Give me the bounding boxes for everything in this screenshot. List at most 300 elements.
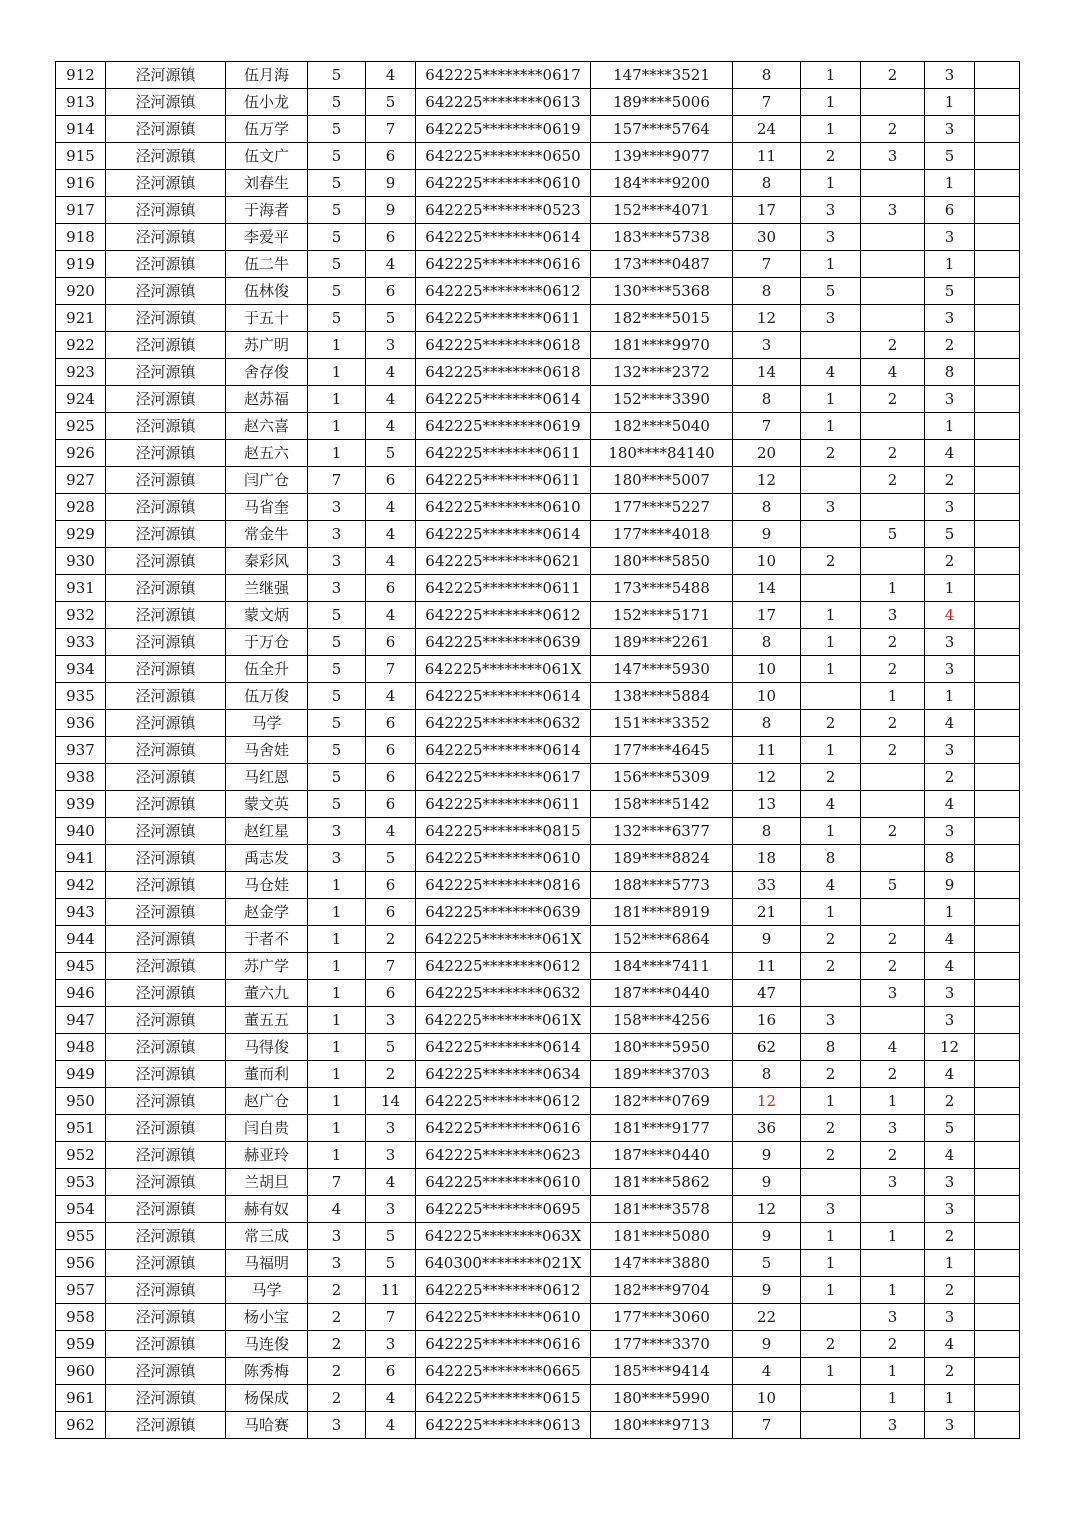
- value-b-cell: 1: [801, 386, 861, 413]
- value-b-cell: 1: [801, 1250, 861, 1277]
- row-number-cell: 953: [56, 1169, 106, 1196]
- table-row: [56, 1061, 1020, 1088]
- total-cell: 2: [925, 548, 975, 575]
- town-cell: 泾河源镇: [106, 521, 226, 548]
- total-cell: 4: [925, 710, 975, 737]
- id-number-cell: 642225********0613: [416, 89, 591, 116]
- value-b-cell: 2: [801, 764, 861, 791]
- row-number-cell: 936: [56, 710, 106, 737]
- value-a-cell: 12: [733, 305, 801, 332]
- household-size-cell: 3: [366, 1196, 416, 1223]
- note-cell: [975, 116, 1020, 143]
- value-c-cell: 2: [861, 818, 925, 845]
- household-size-cell: 6: [366, 737, 416, 764]
- value-a-cell: 47: [733, 980, 801, 1007]
- note-cell: [975, 1223, 1020, 1250]
- id-number-cell: 642225********0665: [416, 1358, 591, 1385]
- name-cell: 常金牛: [226, 521, 308, 548]
- table-row: [56, 251, 1020, 278]
- household-size-cell: 4: [366, 494, 416, 521]
- id-number-cell: 642225********0612: [416, 953, 591, 980]
- value-a-cell: 12: [733, 1196, 801, 1223]
- id-number-cell: 642225********0614: [416, 1034, 591, 1061]
- value-c-cell: 1: [861, 1385, 925, 1412]
- household-size-cell: 4: [366, 1385, 416, 1412]
- value-c-cell: 3: [861, 1412, 925, 1439]
- group-cell: 1: [308, 332, 366, 359]
- town-cell: 泾河源镇: [106, 1385, 226, 1412]
- value-c-cell: [861, 548, 925, 575]
- name-cell: 马福明: [226, 1250, 308, 1277]
- id-number-cell: 642225********063X: [416, 1223, 591, 1250]
- value-b-cell: [801, 1304, 861, 1331]
- town-cell: 泾河源镇: [106, 1223, 226, 1250]
- value-c-cell: [861, 224, 925, 251]
- table-row: [56, 332, 1020, 359]
- value-c-cell: [861, 845, 925, 872]
- town-cell: 泾河源镇: [106, 602, 226, 629]
- table-row: [56, 386, 1020, 413]
- household-size-cell: 2: [366, 926, 416, 953]
- total-cell: 3: [925, 1304, 975, 1331]
- household-size-cell: 5: [366, 1034, 416, 1061]
- group-cell: 5: [308, 656, 366, 683]
- value-b-cell: 1: [801, 602, 861, 629]
- table-row: [56, 548, 1020, 575]
- note-cell: [975, 467, 1020, 494]
- row-number-cell: 925: [56, 413, 106, 440]
- row-number-cell: 934: [56, 656, 106, 683]
- phone-cell: 180****5850: [591, 548, 733, 575]
- table-row: [56, 791, 1020, 818]
- name-cell: 刘春生: [226, 170, 308, 197]
- household-size-cell: 6: [366, 899, 416, 926]
- total-cell: 1: [925, 575, 975, 602]
- group-cell: 1: [308, 926, 366, 953]
- value-b-cell: 2: [801, 1331, 861, 1358]
- phone-cell: 158****4256: [591, 1007, 733, 1034]
- row-number-cell: 950: [56, 1088, 106, 1115]
- value-c-cell: 3: [861, 197, 925, 224]
- row-number-cell: 940: [56, 818, 106, 845]
- row-number-cell: 947: [56, 1007, 106, 1034]
- value-b-cell: 1: [801, 1223, 861, 1250]
- value-b-cell: 3: [801, 1196, 861, 1223]
- row-number-cell: 928: [56, 494, 106, 521]
- value-a-cell: 62: [733, 1034, 801, 1061]
- row-number-cell: 961: [56, 1385, 106, 1412]
- table-row: [56, 872, 1020, 899]
- note-cell: [975, 1250, 1020, 1277]
- value-c-cell: 2: [861, 467, 925, 494]
- value-c-cell: [861, 791, 925, 818]
- id-number-cell: 642225********0639: [416, 899, 591, 926]
- note-cell: [975, 737, 1020, 764]
- table-row: [56, 197, 1020, 224]
- name-cell: 马省奎: [226, 494, 308, 521]
- value-c-cell: 2: [861, 629, 925, 656]
- note-cell: [975, 710, 1020, 737]
- note-cell: [975, 1034, 1020, 1061]
- value-b-cell: 1: [801, 629, 861, 656]
- group-cell: 3: [308, 1223, 366, 1250]
- note-cell: [975, 602, 1020, 629]
- town-cell: 泾河源镇: [106, 710, 226, 737]
- id-number-cell: 640300********021X: [416, 1250, 591, 1277]
- row-number-cell: 913: [56, 89, 106, 116]
- household-size-cell: 4: [366, 1412, 416, 1439]
- phone-cell: 177****5227: [591, 494, 733, 521]
- phone-cell: 180****5007: [591, 467, 733, 494]
- town-cell: 泾河源镇: [106, 251, 226, 278]
- id-number-cell: 642225********061X: [416, 926, 591, 953]
- value-c-cell: 3: [861, 143, 925, 170]
- town-cell: 泾河源镇: [106, 1277, 226, 1304]
- value-a-cell: 11: [733, 953, 801, 980]
- household-size-cell: 4: [366, 413, 416, 440]
- total-cell: 4: [925, 1331, 975, 1358]
- note-cell: [975, 143, 1020, 170]
- household-size-cell: 4: [366, 251, 416, 278]
- value-c-cell: 3: [861, 602, 925, 629]
- value-a-cell: 12: [733, 764, 801, 791]
- group-cell: 3: [308, 548, 366, 575]
- id-number-cell: 642225********0611: [416, 440, 591, 467]
- total-cell: 3: [925, 305, 975, 332]
- value-a-cell: 13: [733, 791, 801, 818]
- row-number-cell: 926: [56, 440, 106, 467]
- household-size-cell: 3: [366, 1331, 416, 1358]
- table-row: [56, 62, 1020, 89]
- row-number-cell: 919: [56, 251, 106, 278]
- note-cell: [975, 1331, 1020, 1358]
- town-cell: 泾河源镇: [106, 1169, 226, 1196]
- row-number-cell: 923: [56, 359, 106, 386]
- total-cell: 5: [925, 278, 975, 305]
- value-a-cell: 7: [733, 1412, 801, 1439]
- group-cell: 5: [308, 143, 366, 170]
- table-row: [56, 899, 1020, 926]
- table-row: [56, 89, 1020, 116]
- value-b-cell: 2: [801, 1142, 861, 1169]
- total-cell: 3: [925, 494, 975, 521]
- household-size-cell: 4: [366, 359, 416, 386]
- row-number-cell: 957: [56, 1277, 106, 1304]
- value-b-cell: 2: [801, 1061, 861, 1088]
- value-a-cell: 7: [733, 413, 801, 440]
- row-number-cell: 949: [56, 1061, 106, 1088]
- name-cell: 伍小龙: [226, 89, 308, 116]
- row-number-cell: 962: [56, 1412, 106, 1439]
- id-number-cell: 642225********0610: [416, 1304, 591, 1331]
- total-cell: 8: [925, 359, 975, 386]
- value-b-cell: 2: [801, 926, 861, 953]
- name-cell: 伍万俊: [226, 683, 308, 710]
- id-number-cell: 642225********0611: [416, 791, 591, 818]
- note-cell: [975, 521, 1020, 548]
- value-b-cell: 3: [801, 1007, 861, 1034]
- phone-cell: 189****5006: [591, 89, 733, 116]
- value-c-cell: [861, 170, 925, 197]
- household-size-cell: 7: [366, 1304, 416, 1331]
- town-cell: 泾河源镇: [106, 1412, 226, 1439]
- id-number-cell: 642225********0621: [416, 548, 591, 575]
- id-number-cell: 642225********0616: [416, 1115, 591, 1142]
- note-cell: [975, 1088, 1020, 1115]
- value-a-cell: 8: [733, 818, 801, 845]
- phone-cell: 138****5884: [591, 683, 733, 710]
- row-number-cell: 956: [56, 1250, 106, 1277]
- value-c-cell: 3: [861, 1169, 925, 1196]
- name-cell: 禹志发: [226, 845, 308, 872]
- value-b-cell: 1: [801, 170, 861, 197]
- value-b-cell: 2: [801, 1115, 861, 1142]
- group-cell: 5: [308, 764, 366, 791]
- table-body: [56, 62, 1020, 1439]
- group-cell: 5: [308, 251, 366, 278]
- table-row: [56, 494, 1020, 521]
- total-cell: 3: [925, 1196, 975, 1223]
- total-cell: 3: [925, 818, 975, 845]
- name-cell: 马舍娃: [226, 737, 308, 764]
- group-cell: 5: [308, 737, 366, 764]
- value-a-cell: 24: [733, 116, 801, 143]
- id-number-cell: 642225********0610: [416, 494, 591, 521]
- id-number-cell: 642225********0632: [416, 980, 591, 1007]
- value-a-cell: 10: [733, 548, 801, 575]
- value-b-cell: 3: [801, 197, 861, 224]
- name-cell: 赵广仓: [226, 1088, 308, 1115]
- value-b-cell: 3: [801, 494, 861, 521]
- group-cell: 3: [308, 494, 366, 521]
- row-number-cell: 930: [56, 548, 106, 575]
- note-cell: [975, 1196, 1020, 1223]
- total-cell: 1: [925, 170, 975, 197]
- phone-cell: 184****9200: [591, 170, 733, 197]
- phone-cell: 152****6864: [591, 926, 733, 953]
- note-cell: [975, 1304, 1020, 1331]
- town-cell: 泾河源镇: [106, 1115, 226, 1142]
- value-b-cell: 1: [801, 251, 861, 278]
- value-c-cell: 1: [861, 1223, 925, 1250]
- value-b-cell: 1: [801, 1088, 861, 1115]
- value-a-cell: 9: [733, 521, 801, 548]
- value-a-cell: 9: [733, 1169, 801, 1196]
- phone-cell: 185****9414: [591, 1358, 733, 1385]
- row-number-cell: 944: [56, 926, 106, 953]
- town-cell: 泾河源镇: [106, 872, 226, 899]
- household-size-cell: 14: [366, 1088, 416, 1115]
- total-cell: 3: [925, 62, 975, 89]
- row-number-cell: 945: [56, 953, 106, 980]
- town-cell: 泾河源镇: [106, 1304, 226, 1331]
- town-cell: 泾河源镇: [106, 1358, 226, 1385]
- value-a-cell: 22: [733, 1304, 801, 1331]
- total-cell: 3: [925, 737, 975, 764]
- town-cell: 泾河源镇: [106, 62, 226, 89]
- group-cell: 1: [308, 359, 366, 386]
- total-cell: 3: [925, 980, 975, 1007]
- value-c-cell: [861, 1007, 925, 1034]
- name-cell: 苏广学: [226, 953, 308, 980]
- group-cell: 5: [308, 197, 366, 224]
- town-cell: 泾河源镇: [106, 1088, 226, 1115]
- value-b-cell: 4: [801, 359, 861, 386]
- value-c-cell: 3: [861, 1115, 925, 1142]
- total-cell: 5: [925, 1115, 975, 1142]
- value-a-cell: 30: [733, 224, 801, 251]
- value-a-cell: 10: [733, 656, 801, 683]
- row-number-cell: 935: [56, 683, 106, 710]
- phone-cell: 152****4071: [591, 197, 733, 224]
- town-cell: 泾河源镇: [106, 764, 226, 791]
- value-b-cell: 8: [801, 845, 861, 872]
- phone-cell: 173****0487: [591, 251, 733, 278]
- id-number-cell: 642225********0610: [416, 845, 591, 872]
- name-cell: 于万仓: [226, 629, 308, 656]
- value-c-cell: [861, 1196, 925, 1223]
- value-b-cell: 1: [801, 737, 861, 764]
- phone-cell: 139****9077: [591, 143, 733, 170]
- phone-cell: 157****5764: [591, 116, 733, 143]
- row-number-cell: 954: [56, 1196, 106, 1223]
- note-cell: [975, 845, 1020, 872]
- row-number-cell: 958: [56, 1304, 106, 1331]
- id-number-cell: 642225********0619: [416, 413, 591, 440]
- value-c-cell: 2: [861, 440, 925, 467]
- group-cell: 1: [308, 872, 366, 899]
- note-cell: [975, 413, 1020, 440]
- group-cell: 1: [308, 1034, 366, 1061]
- value-c-cell: 1: [861, 1088, 925, 1115]
- table-row: [56, 1358, 1020, 1385]
- town-cell: 泾河源镇: [106, 386, 226, 413]
- table-row: [56, 1007, 1020, 1034]
- note-cell: [975, 1169, 1020, 1196]
- note-cell: [975, 278, 1020, 305]
- name-cell: 马得俊: [226, 1034, 308, 1061]
- group-cell: 5: [308, 62, 366, 89]
- total-cell: 2: [925, 1223, 975, 1250]
- group-cell: 3: [308, 1412, 366, 1439]
- phone-cell: 187****0440: [591, 980, 733, 1007]
- phone-cell: 181****8919: [591, 899, 733, 926]
- phone-cell: 177****3060: [591, 1304, 733, 1331]
- group-cell: 5: [308, 683, 366, 710]
- table-row: [56, 1142, 1020, 1169]
- row-number-cell: 943: [56, 899, 106, 926]
- value-b-cell: 1: [801, 899, 861, 926]
- household-size-cell: 6: [366, 710, 416, 737]
- name-cell: 于者不: [226, 926, 308, 953]
- note-cell: [975, 440, 1020, 467]
- note-cell: [975, 305, 1020, 332]
- group-cell: 3: [308, 818, 366, 845]
- note-cell: [975, 980, 1020, 1007]
- name-cell: 伍万学: [226, 116, 308, 143]
- table-row: [56, 737, 1020, 764]
- value-c-cell: [861, 764, 925, 791]
- table-row: [56, 1088, 1020, 1115]
- table-row: [56, 602, 1020, 629]
- table-row: [56, 818, 1020, 845]
- household-size-cell: 4: [366, 1169, 416, 1196]
- phone-cell: 184****7411: [591, 953, 733, 980]
- note-cell: [975, 629, 1020, 656]
- id-number-cell: 642225********0610: [416, 1169, 591, 1196]
- total-cell: 3: [925, 1412, 975, 1439]
- total-cell: 2: [925, 1088, 975, 1115]
- value-c-cell: [861, 1250, 925, 1277]
- phone-cell: 151****3352: [591, 710, 733, 737]
- id-number-cell: 642225********0615: [416, 1385, 591, 1412]
- name-cell: 秦彩风: [226, 548, 308, 575]
- phone-cell: 181****9177: [591, 1115, 733, 1142]
- value-b-cell: 3: [801, 224, 861, 251]
- id-number-cell: 642225********0639: [416, 629, 591, 656]
- note-cell: [975, 386, 1020, 413]
- value-b-cell: 1: [801, 656, 861, 683]
- id-number-cell: 642225********0616: [416, 251, 591, 278]
- table-row: [56, 440, 1020, 467]
- value-a-cell: 4: [733, 1358, 801, 1385]
- phone-cell: 180****5990: [591, 1385, 733, 1412]
- total-cell: 12: [925, 1034, 975, 1061]
- value-a-cell: 14: [733, 359, 801, 386]
- value-a-cell: 33: [733, 872, 801, 899]
- total-cell: 2: [925, 332, 975, 359]
- household-size-cell: 4: [366, 602, 416, 629]
- id-number-cell: 642225********0612: [416, 602, 591, 629]
- table-row: [56, 170, 1020, 197]
- group-cell: 2: [308, 1304, 366, 1331]
- household-size-cell: 5: [366, 845, 416, 872]
- phone-cell: 180****5950: [591, 1034, 733, 1061]
- value-a-cell: 5: [733, 1250, 801, 1277]
- phone-cell: 152****5171: [591, 602, 733, 629]
- row-number-cell: 938: [56, 764, 106, 791]
- value-c-cell: 1: [861, 575, 925, 602]
- id-number-cell: 642225********0618: [416, 359, 591, 386]
- town-cell: 泾河源镇: [106, 1007, 226, 1034]
- phone-cell: 183****5738: [591, 224, 733, 251]
- group-cell: 7: [308, 1169, 366, 1196]
- row-number-cell: 929: [56, 521, 106, 548]
- total-cell: 3: [925, 629, 975, 656]
- group-cell: 5: [308, 602, 366, 629]
- household-size-cell: 9: [366, 170, 416, 197]
- value-b-cell: 2: [801, 953, 861, 980]
- name-cell: 赵金学: [226, 899, 308, 926]
- table-row: [56, 305, 1020, 332]
- town-cell: 泾河源镇: [106, 1142, 226, 1169]
- id-number-cell: 642225********0610: [416, 170, 591, 197]
- row-number-cell: 946: [56, 980, 106, 1007]
- phone-cell: 182****5040: [591, 413, 733, 440]
- table-row: [56, 1277, 1020, 1304]
- value-a-cell: 8: [733, 494, 801, 521]
- table-row: [56, 1304, 1020, 1331]
- name-cell: 于海者: [226, 197, 308, 224]
- household-size-cell: 4: [366, 521, 416, 548]
- household-size-cell: 6: [366, 791, 416, 818]
- value-b-cell: 1: [801, 1277, 861, 1304]
- name-cell: 伍月海: [226, 62, 308, 89]
- group-cell: 1: [308, 1088, 366, 1115]
- id-number-cell: 642225********0617: [416, 764, 591, 791]
- value-b-cell: [801, 1169, 861, 1196]
- town-cell: 泾河源镇: [106, 1061, 226, 1088]
